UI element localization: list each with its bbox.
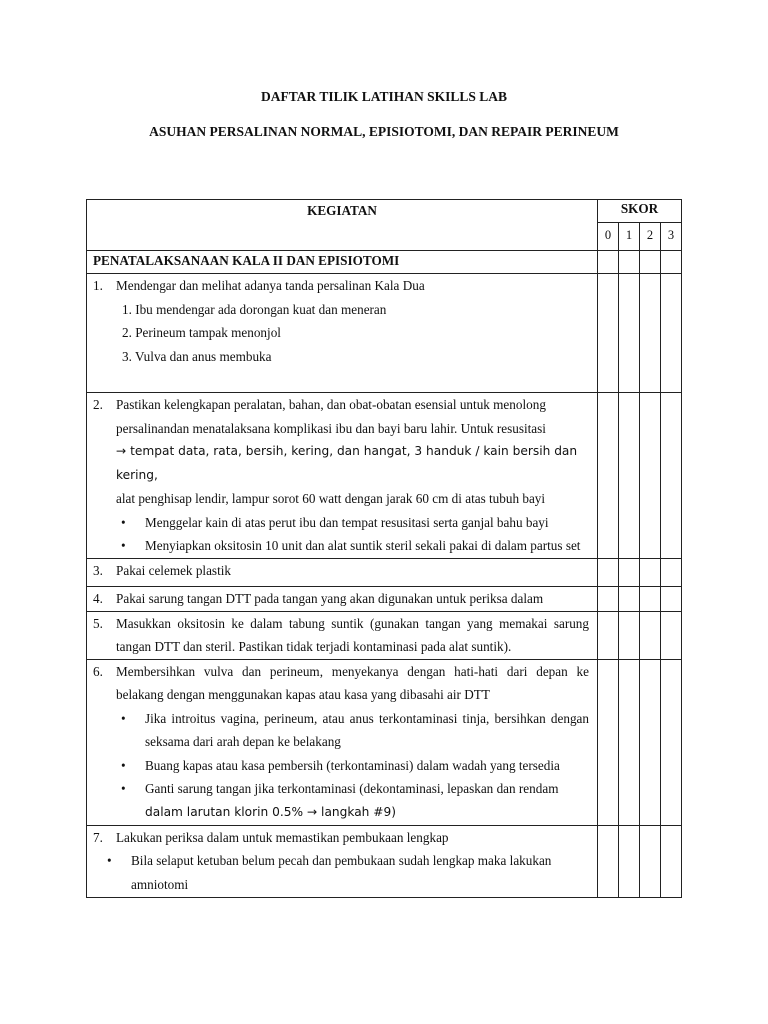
list-item xyxy=(93,534,589,558)
score-1: 1 xyxy=(619,222,640,250)
score-cell[interactable] xyxy=(661,611,682,659)
list-item xyxy=(93,777,589,824)
score-cell[interactable] xyxy=(619,274,640,393)
score-cell[interactable] xyxy=(598,659,619,825)
list-item xyxy=(93,849,589,896)
table-row xyxy=(87,825,682,897)
sub-item: 1. Ibu mendengar ada dorongan kuat dan meneran xyxy=(122,301,387,317)
sub-item: 3. Vulva dan anus membuka xyxy=(122,348,272,364)
document-subtitle: ASUHAN PERSALINAN NORMAL, EPISIOTOMI, DAN REPAIR PERINEUM xyxy=(149,124,619,139)
bullet-text: Bila selaput ketuban belum pecah dan pembukaan sudah lengkap maka lakukan amniotomi xyxy=(131,853,552,892)
item-number: 5. xyxy=(93,615,103,631)
activity-cell xyxy=(87,586,598,611)
score-cell[interactable] xyxy=(640,393,661,559)
score-cell[interactable] xyxy=(619,611,640,659)
score-cell[interactable] xyxy=(661,659,682,825)
score-cell[interactable] xyxy=(640,659,661,825)
score-2: 2 xyxy=(640,222,661,250)
bullet-text: Jika introitus vagina, perineum, atau anus terkontaminasi tinja, bersihkan dengan seksama dari arah depan ke belakang xyxy=(145,710,589,749)
item-number: 4. xyxy=(93,590,103,606)
item-text: Mendengar dan melihat adanya tanda persalinan Kala Dua xyxy=(116,278,425,293)
bullet-icon: • xyxy=(121,514,126,530)
header-skor: SKOR xyxy=(598,200,682,223)
bullet-icon: • xyxy=(121,781,126,796)
activity-cell xyxy=(87,825,598,897)
score-cell[interactable] xyxy=(661,558,682,586)
item-text: Pakai celemek plastik xyxy=(116,562,231,578)
table-row xyxy=(87,659,682,825)
document-title: DAFTAR TILIK LATIHAN SKILLS LAB xyxy=(260,89,508,104)
table-row xyxy=(87,611,682,659)
score-3: 3 xyxy=(661,222,682,250)
item-text: alat penghisap lendir, lampur sorot 60 watt dengan jarak 60 cm di atas tubuh bayi xyxy=(116,491,546,506)
list-item xyxy=(93,511,589,535)
score-cell[interactable] xyxy=(598,611,619,659)
score-0: 0 xyxy=(598,222,619,250)
score-cell[interactable] xyxy=(661,393,682,559)
bullet-icon: • xyxy=(121,710,126,726)
bullet-icon: • xyxy=(121,757,126,773)
bullet-text: Menggelar kain di atas perut ibu dan tempat resusitasi serta ganjal bahu bayi xyxy=(145,514,549,530)
score-cell[interactable] xyxy=(640,825,661,897)
list-item xyxy=(93,707,589,754)
item-text: Lakukan periksa dalam untuk memastikan pembukaan lengkap xyxy=(116,829,449,845)
table-row xyxy=(87,586,682,611)
score-cell[interactable] xyxy=(619,659,640,825)
item-text: → tempat data, rata, bersih, kering, dan hangat, 3 handuk / kain bersih dan kering, xyxy=(116,444,578,482)
checklist-table xyxy=(86,199,682,898)
score-cell[interactable] xyxy=(640,586,661,611)
list-item xyxy=(93,754,589,778)
score-cell[interactable] xyxy=(661,586,682,611)
section-row xyxy=(87,251,682,274)
bullet-text: Ganti sarung tangan jika terkontaminasi (dekontaminasi, lepaskan dan rendam xyxy=(145,781,559,796)
score-cell[interactable] xyxy=(598,825,619,897)
activity-cell xyxy=(87,274,598,393)
bullet-text: Menyiapkan oksitosin 10 unit dan alat suntik steril sekali pakai di dalam partus set xyxy=(145,538,581,553)
activity-cell xyxy=(87,659,598,825)
table-row xyxy=(87,274,682,393)
activity-cell xyxy=(87,393,598,559)
item-number: 3. xyxy=(93,562,103,578)
sub-item: 2. Perineum tampak menonjol xyxy=(122,325,281,340)
activity-cell xyxy=(87,611,598,659)
score-cell[interactable] xyxy=(661,825,682,897)
item-number: 6. xyxy=(93,663,103,679)
score-cell[interactable] xyxy=(598,558,619,586)
activity-cell xyxy=(87,558,598,586)
bullet-icon: • xyxy=(121,538,126,553)
bullet-text: Buang kapas atau kasa pembersih (terkontaminasi) dalam wadah yang tersedia xyxy=(145,757,560,773)
score-cell[interactable] xyxy=(640,251,661,274)
item-text: Pastikan kelengkapan peralatan, bahan, dan obat-obatan esensial untuk menolong xyxy=(116,397,546,412)
table-row xyxy=(87,558,682,586)
score-cell[interactable] xyxy=(598,274,619,393)
score-cell[interactable] xyxy=(661,251,682,274)
score-cell[interactable] xyxy=(598,586,619,611)
score-cell[interactable] xyxy=(640,274,661,393)
item-text: Masukkan oksitosin ke dalam tabung suntik (gunakan tangan yang memakai sarung tangan DTT dan steril. Pastikan tidak terjadi kontaminasi pada alat suntik). xyxy=(116,615,589,654)
score-cell[interactable] xyxy=(619,393,640,559)
score-cell[interactable] xyxy=(640,558,661,586)
bullet-icon: • xyxy=(107,853,112,868)
score-cell[interactable] xyxy=(640,611,661,659)
score-cell[interactable] xyxy=(619,251,640,274)
score-cell[interactable] xyxy=(619,825,640,897)
item-number: 1. xyxy=(93,278,103,293)
score-cell[interactable] xyxy=(598,251,619,274)
section-title: PENATALAKSANAAN KALA II DAN EPISIOTOMI xyxy=(87,251,598,274)
item-number: 7. xyxy=(93,829,103,845)
item-text: Membersihkan vulva dan perineum, menyekanya dengan hati-hati dari depan ke belakang dengan menggunakan kapas atau kasa yang dibasahi air DTT xyxy=(116,663,589,702)
bullet-text: dalam larutan klorin 0.5% → langkah #9) xyxy=(145,804,397,819)
header-kegiatan: KEGIATAN xyxy=(87,200,598,251)
table-header-row xyxy=(87,200,682,223)
score-cell[interactable] xyxy=(619,586,640,611)
table-row xyxy=(87,393,682,559)
item-text: persalinandan menatalaksana komplikasi ibu dan bayi baru lahir. Untuk resusitasi xyxy=(116,420,546,436)
item-text: Pakai sarung tangan DTT pada tangan yang akan digunakan untuk periksa dalam xyxy=(116,590,544,606)
score-cell[interactable] xyxy=(661,274,682,393)
score-cell[interactable] xyxy=(619,558,640,586)
score-cell[interactable] xyxy=(598,393,619,559)
item-number: 2. xyxy=(93,397,103,412)
